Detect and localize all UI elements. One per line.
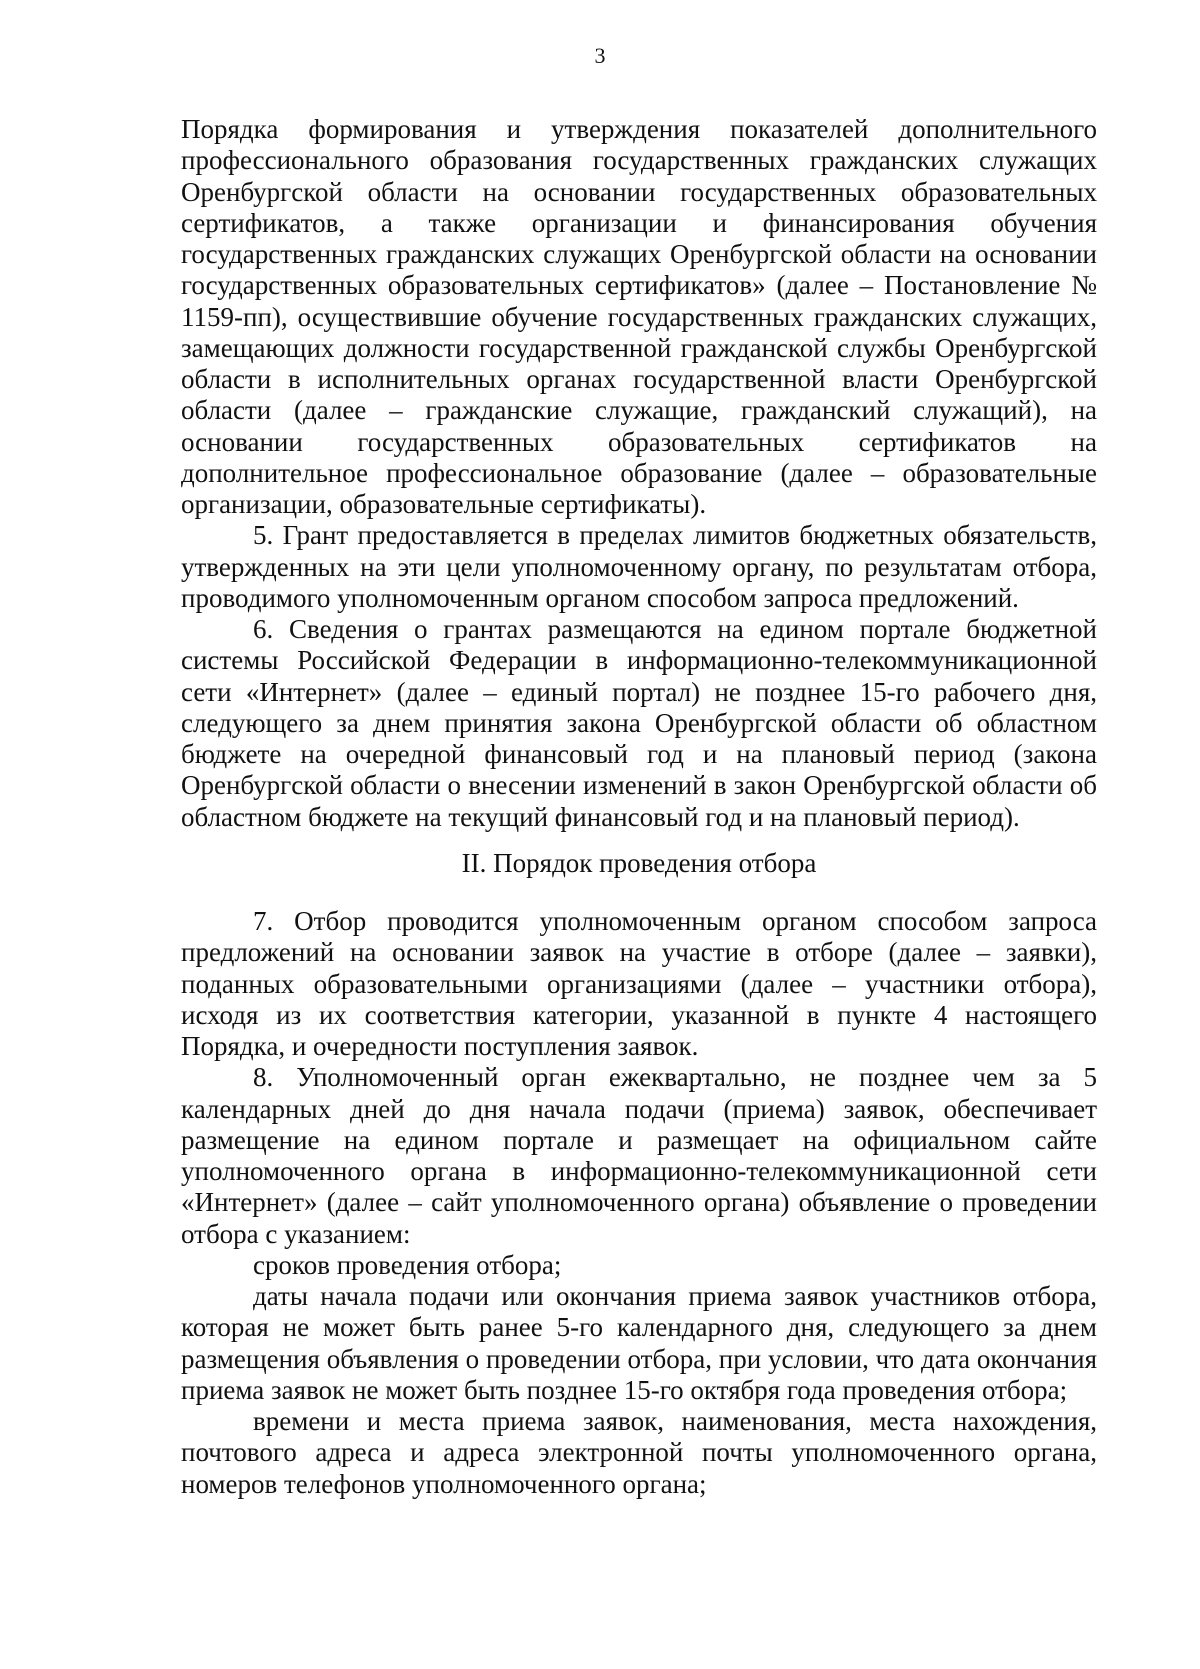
paragraph-6: 6. Сведения о грантах размещаются на едином портале бюджетной системы Российской Федерации в информационно-телекоммуникационной сети «Интернет» (далее – единый портал) не позднее 15-го рабочего дня, следующего за днем принятия закона Оренбургской области об областном бюджете на очередной финансовый год и на плановый период (закона Оренбургской области о внесении изменений в закон Оренбургской области об областном бюджете на текущий финансовый год и на плановый период). [181,614,1097,832]
document-body [181,114,1097,1500]
page-number: 3 [594,43,606,68]
paragraph-continuation: Порядка формирования и утверждения показателей дополнительного профессионального образования государственных гражданских служащих Оренбургской области на основании государственных образовательных сертификатов, а также организации и финансирования обучения государственных гражданских служащих Оренбургской области на основании государственных образовательных сертификатов» (далее – Постановление № 1159-пп), осуществившие обучение государственных гражданских служащих, замещающих должности государственной гражданской службы Оренбургской области в исполнительных органах государственной власти Оренбургской области (далее – гражданские служащие, гражданский служащий), на основании государственных образовательных сертификатов на дополнительное профессиональное образование (далее – образовательные организации, образовательные сертификаты). [181,114,1097,519]
paragraph-8: 8. Уполномоченный орган ежеквартально, не позднее чем за 5 календарных дней до дня начала подачи (приема) заявок, обеспечивает размещение на едином портале и размещает на официальном сайте уполномоченного органа в информационно-телекоммуникационной сети «Интернет» (далее – сайт уполномоченного органа) объявление о проведении отбора с указанием: [181,1062,1097,1249]
paragraph-7: 7. Отбор проводится уполномоченным органом способом запроса предложений на основании заявок на участие в отборе (далее – заявки), поданных образовательными организациями (далее – участники отбора), исходя из их соответствия категории, указанной в пункте 4 настоящего Порядка, и очередности поступления заявок. [181,906,1097,1061]
list-item-dates: даты начала подачи или окончания приема заявок участников отбора, которая не может быть ранее 5-го календарного дня, следующего за днем размещения объявления о проведении отбора, при условии, что дата окончания приема заявок не может быть позднее 15-го октября года проведения отбора; [181,1281,1097,1405]
paragraph-5: 5. Грант предоставляется в пределах лимитов бюджетных обязательств, утвержденных на эти цели уполномоченному органу, по результатам отбора, проводимого уполномоченным органом способом запроса предложений. [181,520,1097,613]
list-item-place-contacts: времени и места приема заявок, наименования, места нахождения, почтового адреса и адреса электронной почты уполномоченного органа, номеров телефонов уполномоченного органа; [181,1406,1097,1499]
list-item-deadlines: сроков проведения отбора; [253,1249,562,1280]
section-heading: II. Порядок проведения отбора [461,847,817,878]
